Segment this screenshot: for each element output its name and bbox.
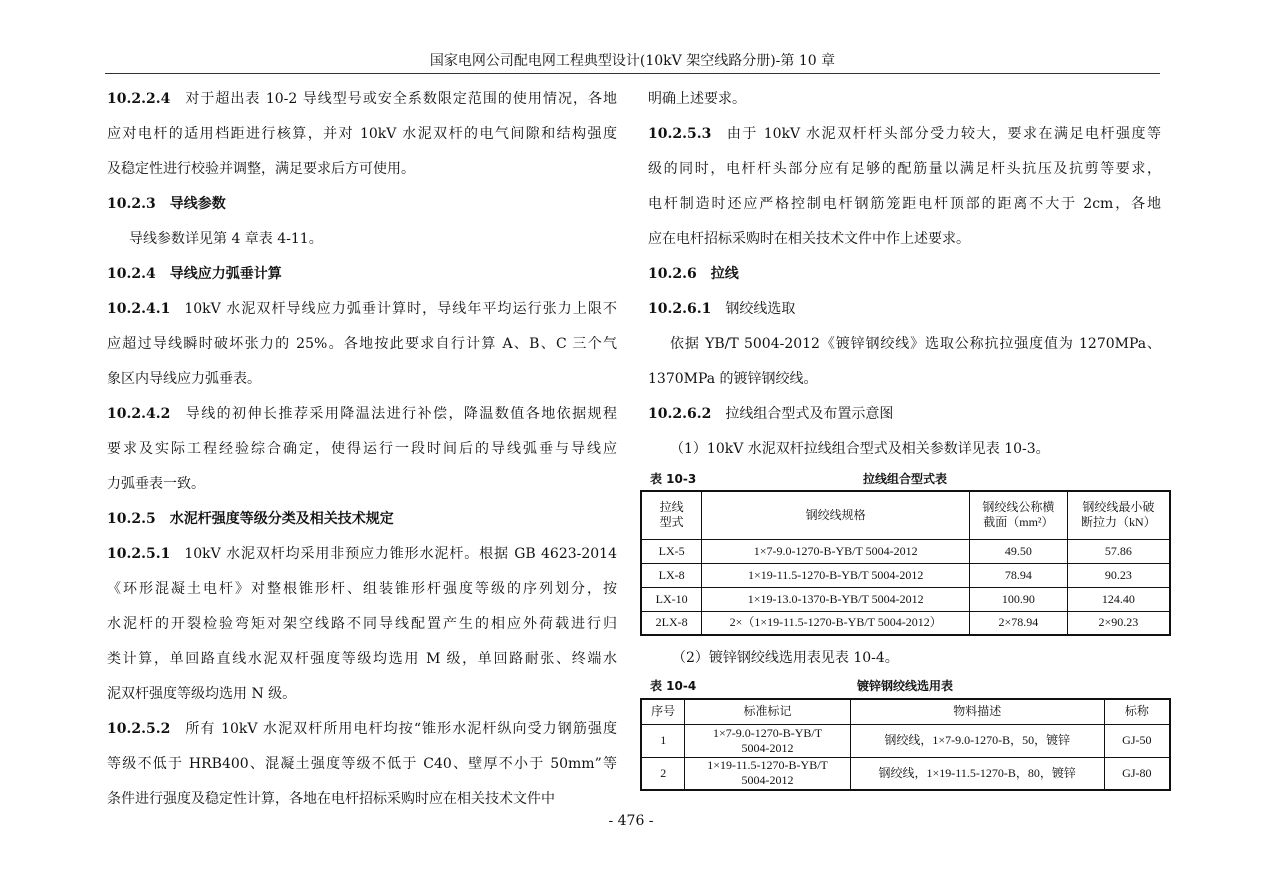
table-cell: 1×7-9.0-1270-B-YB/T 5004-2012 xyxy=(685,724,850,757)
table-header-cell: 钢绞线公称横 截面（mm²） xyxy=(970,491,1068,539)
left_col-line xyxy=(107,537,617,572)
left_col-line xyxy=(107,292,617,327)
body-text: 电杆制造时还应严格控制电杆钢筋笼距电杆顶部的距离不大于 2cm，各地 xyxy=(648,196,1161,212)
body-text: 水泥杆的开裂检验弯矩对架空线路不同导线配置产生的相应外荷载进行归 xyxy=(107,616,617,632)
table-row xyxy=(641,724,1170,757)
page-number: - 476 - xyxy=(608,813,654,829)
body-text: （1）10kV 水泥双杆拉线组合型式及相关参数详见表 10-3。 xyxy=(670,441,1050,457)
section-heading: 导线参数 xyxy=(169,196,226,212)
section-number: 10.2.6.1 xyxy=(648,301,712,317)
table-cell: 49.50 xyxy=(970,539,1068,563)
right_col-line xyxy=(648,327,1161,362)
right_col-line xyxy=(648,152,1161,187)
table-row xyxy=(641,587,1170,611)
right_col-line xyxy=(648,117,1161,152)
left_col-line xyxy=(107,502,617,537)
table-header-cell: 拉线 型式 xyxy=(641,491,702,539)
left_col-line xyxy=(107,152,617,187)
body-text: 类计算，单回路直线水泥双杆强度等级均选用 M 级，单回路耐张、终端水 xyxy=(107,651,617,667)
table-10-3 xyxy=(640,490,1171,636)
table-10-3-title: 拉线组合型式表 xyxy=(862,472,947,486)
body-text: 对于超出表 10-2 导线型号或安全系数限定范围的使用情况，各地 xyxy=(184,91,617,107)
left_col-line xyxy=(107,362,617,397)
body-text: 1370MPa 的镀锌钢绞线。 xyxy=(648,371,818,387)
right_col-line xyxy=(648,432,1161,467)
left_col-line xyxy=(107,467,617,502)
table-header-cell: 标称 xyxy=(1104,699,1170,724)
table-row xyxy=(641,757,1170,790)
table-cell: 2×（1×19-11.5-1270-B-YB/T 5004-2012） xyxy=(702,611,970,635)
section-number: 10.2.5.1 xyxy=(107,546,171,562)
right_col-line xyxy=(648,187,1161,222)
body-text: 明确上述要求。 xyxy=(648,91,746,107)
body-text: 依据 YB/T 5004-2012《镀锌钢绞线》选取公称抗拉强度值为 1270MPa、 xyxy=(670,336,1161,352)
table-cell: 钢绞线，1×7-9.0-1270-B，50，镀锌 xyxy=(850,724,1104,757)
table-cell: 1 xyxy=(641,724,685,757)
table-10-4-title: 镀锌钢绞线选用表 xyxy=(856,679,953,693)
table-10-4-intro: （2）镀锌钢绞线选用表见表 10-4。 xyxy=(672,650,899,666)
table-cell: GJ-50 xyxy=(1104,724,1170,757)
body-text: 等级不低于 HRB400、混凝土强度等级不低于 C40、壁厚不小于 50mm”等 xyxy=(107,756,617,772)
table-cell: 2 xyxy=(641,757,685,790)
running-header: 国家电网公司配电网工程典型设计(10kV 架空线路分册)-第 10 章 xyxy=(429,53,836,69)
table-cell: GJ-80 xyxy=(1104,757,1170,790)
section-number: 10.2.6.2 xyxy=(648,406,712,422)
section-number: 10.2.4.2 xyxy=(107,406,171,422)
section-number: 10.2.2.4 xyxy=(107,91,171,107)
table-cell: 90.23 xyxy=(1067,563,1170,587)
table-cell: 钢绞线，1×19-11.5-1270-B，80，镀锌 xyxy=(850,757,1104,790)
left_col-line xyxy=(107,222,617,257)
body-text: 应在电杆招标采购时在相关技术文件中作上述要求。 xyxy=(648,231,970,247)
header-rule xyxy=(105,73,1160,74)
section-number: 10.2.4 xyxy=(107,266,156,282)
right_col-line xyxy=(648,257,1161,292)
table-header-cell: 钢绞线最小破 断拉力（kN） xyxy=(1067,491,1170,539)
body-text: 10kV 水泥双杆均采用非预应力锥形水泥杆。根据 GB 4623-2014 xyxy=(184,546,617,562)
section-number: 10.2.4.1 xyxy=(107,301,171,317)
body-text: 《环形混凝土电杆》对整根锥形杆、组装锥形杆强度等级的序列划分，按 xyxy=(107,581,617,597)
left_col-line xyxy=(107,257,617,292)
table-cell: 57.86 xyxy=(1067,539,1170,563)
body-text: 10kV 水泥双杆导线应力弧垂计算时，导线年平均运行张力上限不 xyxy=(184,301,617,317)
right_col-line xyxy=(648,222,1161,257)
table-header-cell: 钢绞线规格 xyxy=(702,491,970,539)
section-heading: 拉线 xyxy=(710,266,739,282)
table-10-3-label: 表 10-3 xyxy=(650,472,697,486)
left_col-line xyxy=(107,82,617,117)
body-text: 由于 10kV 水泥双杆杆头部分受力较大，要求在满足电杆强度等 xyxy=(725,126,1161,142)
left_col-line xyxy=(107,712,617,747)
section-number: 10.2.5.3 xyxy=(648,126,712,142)
table-cell: 1×7-9.0-1270-B-YB/T 5004-2012 xyxy=(702,539,970,563)
left_col-line xyxy=(107,572,617,607)
body-text: 泥双杆强度等级均选用 N 级。 xyxy=(107,686,297,702)
table-cell: 2×90.23 xyxy=(1067,611,1170,635)
body-text: 所有 10kV 水泥双杆所用电杆均按“锥形水泥杆纵向受力钢筋强度 xyxy=(184,721,617,737)
table-header-cell: 物料描述 xyxy=(850,699,1104,724)
table-cell: LX-5 xyxy=(641,539,702,563)
left-column xyxy=(107,82,617,817)
body-text: 导线参数详见第 4 章表 4-11。 xyxy=(129,231,323,247)
table-cell: 2×78.94 xyxy=(970,611,1068,635)
section-number: 10.2.3 xyxy=(107,196,156,212)
right_col-line xyxy=(648,292,1161,327)
body-text: 要求及实际工程经验综合确定，使得运行一段时间后的导线弧垂与导线应 xyxy=(107,441,617,457)
section-heading: 导线应力弧垂计算 xyxy=(169,266,282,282)
table-10-4-label: 表 10-4 xyxy=(650,679,697,693)
table4-header-row xyxy=(641,699,1170,724)
table-cell: 78.94 xyxy=(970,563,1068,587)
left_col-line xyxy=(107,607,617,642)
table-cell: 2LX-8 xyxy=(641,611,702,635)
left_col-line xyxy=(107,187,617,222)
section-number: 10.2.6 xyxy=(648,266,697,282)
table-row xyxy=(641,611,1170,635)
body-text: 钢绞线选取 xyxy=(725,301,796,317)
body-text: 拉线组合型式及布置示意图 xyxy=(725,406,894,422)
right-column xyxy=(648,82,1161,467)
body-text: 条件进行强度及稳定性计算，各地在电杆招标采购时应在相关技术文件中 xyxy=(107,791,555,807)
left_col-line xyxy=(107,747,617,782)
table-10-4 xyxy=(640,698,1171,791)
body-text: 象区内导线应力弧垂表。 xyxy=(107,371,261,387)
left_col-line xyxy=(107,397,617,432)
table-cell: 124.40 xyxy=(1067,587,1170,611)
body-text: 及稳定性进行校验并调整，满足要求后方可使用。 xyxy=(107,161,415,177)
table-row xyxy=(641,563,1170,587)
section-number: 10.2.5 xyxy=(107,511,156,527)
right_col-line xyxy=(648,82,1161,117)
body-text: 力弧垂表一致。 xyxy=(107,476,205,492)
section-number: 10.2.5.2 xyxy=(107,721,171,737)
body-text: 级的同时，电杆杆头部分应有足够的配筋量以满足杆头抗压及抗剪等要求， xyxy=(648,161,1161,177)
table-cell: 1×19-11.5-1270-B-YB/T 5004-2012 xyxy=(702,563,970,587)
body-text: 导线的初伸长推荐采用降温法进行补偿，降温数值各地依据规程 xyxy=(184,406,617,422)
left_col-line xyxy=(107,677,617,712)
section-heading: 水泥杆强度等级分类及相关技术规定 xyxy=(169,511,394,527)
table3-header-row xyxy=(641,491,1170,539)
body-text: 应超过导线瞬时破坏张力的 25%。各地按此要求自行计算 A、B、C 三个气 xyxy=(107,336,617,352)
left_col-line xyxy=(107,432,617,467)
left_col-line xyxy=(107,327,617,362)
body-text: 应对电杆的适用档距进行核算，并对 10kV 水泥双杆的电气间隙和结构强度 xyxy=(107,126,617,142)
table-cell: 1×19-11.5-1270-B-YB/T 5004-2012 xyxy=(685,757,850,790)
right_col-line xyxy=(648,397,1161,432)
table-cell: LX-8 xyxy=(641,563,702,587)
table-cell: LX-10 xyxy=(641,587,702,611)
table-row xyxy=(641,539,1170,563)
right_col-line xyxy=(648,362,1161,397)
table-cell: 1×19-13.0-1370-B-YB/T 5004-2012 xyxy=(702,587,970,611)
left_col-line xyxy=(107,117,617,152)
table-cell: 100.90 xyxy=(970,587,1068,611)
table-header-cell: 标准标记 xyxy=(685,699,850,724)
table-header-cell: 序号 xyxy=(641,699,685,724)
left_col-line xyxy=(107,642,617,677)
